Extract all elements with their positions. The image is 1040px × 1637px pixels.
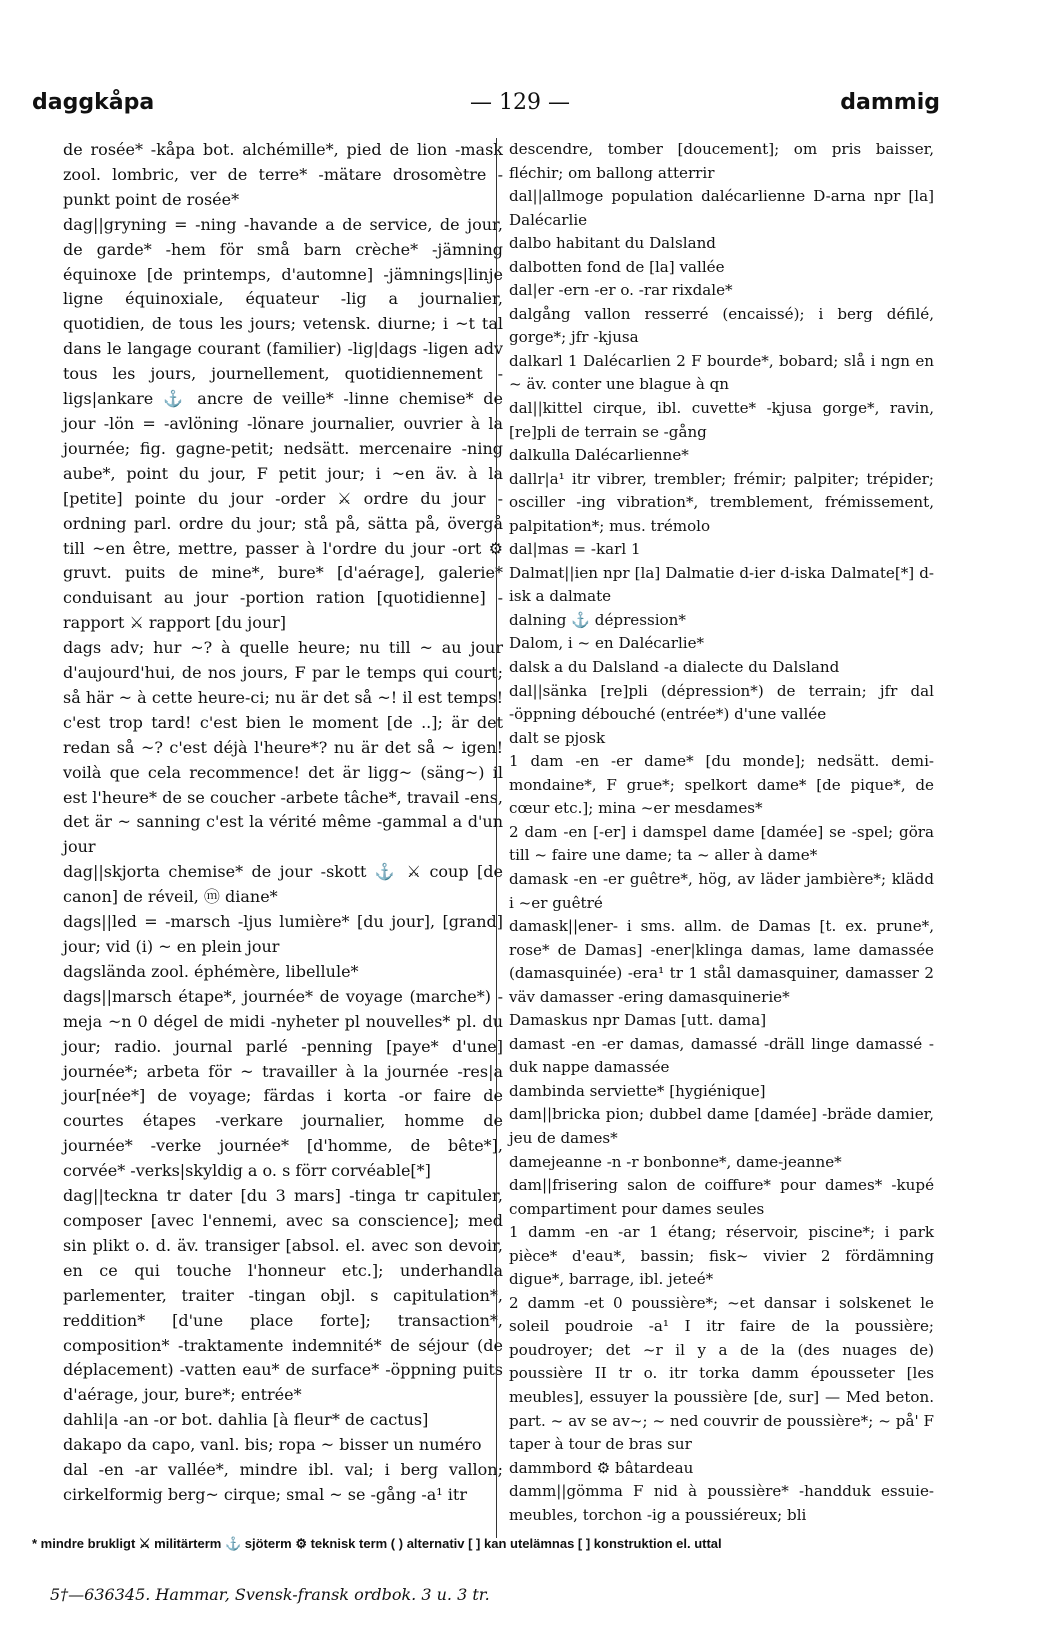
dictionary-entry: dag||teckna tr dater [du 3 mars] -tinga tr capituler, composer [avec l'ennemi, avec sa conscience]; med sin plikt o. d. äv. transiger [absol. el. avec son devoir, en ce qui touche l'honneur etc.]; underhandla parlementer, traiter -tingan objl. s capitulation*, reddition* [d'une place forte]; transaction*, composition* -traktamente indemnité* de séjour (de déplacement) -vatten eau* de surface* -öppning puits d'aérage, jour, bure*; entrée* (63, 1186, 503, 1405)
dictionary-entry: dallr|a¹ itr vibrer, trembler; frémir; palpiter; trépider; osciller -ing vibration*, tremblement, frémissement, palpitation*; mus. trémolo (509, 469, 934, 535)
dictionary-entry: Dalom, i ~ en Dalécarlie* (509, 634, 705, 653)
dictionary-entry: dags adv; hur ~? à quelle heure; nu till ~ au jour d'aujourd'hui, de nos jours, F par le temps qui court; så här ~ à cette heure-ci; nu är det så ~! il est temps! c'est trop tard! c'est bien le moment [de ..]; är det redan så ~? c'est déjà l'heure*? nu är det så ~ igen! voilà que cela recommence! det är ligg~ (säng~) il est l'heure* de se coucher -arbete tâche*, travail -ens, det är ~ sanning c'est la vérité même -gammal a d'un jour (63, 638, 503, 857)
dictionary-entry: dalkulla Dalécarlienne* (509, 446, 689, 465)
dictionary-entry: dagslända zool. éphémère, libellule* (63, 961, 359, 981)
dictionary-entry: dakapo da capo, vanl. bis; ropa ~ bisser un numéro (63, 1435, 482, 1455)
dictionary-entry: dags||marsch étape*, journée* de voyage (marche*) -meja ~n 0 dégel de midi -nyheter pl nouvelles* pl. du jour; radio. journal parlé -penning [paye* d'une] journée*; arbeta för ~ travailler à la journée -res|a jour[née*] de voyage; färdas i korta -or faire de courtes étapes -verkare journalier, homme de journée* -verke journée* [d'homme, de bête*], corvée* -verks|skyldig a o. s förr corvéable[*] (63, 986, 503, 1181)
column-divider (496, 138, 497, 1538)
dictionary-entry: damm||gömma F nid à poussière* -handduk essuie-meubles, torchon -ig a poussiéreux; bli (509, 1482, 934, 1524)
dictionary-entry: descendre, tomber [doucement]; om pris baisser, fléchir; om ballong atterrir (509, 140, 934, 182)
dictionary-entry: dal|mas = -karl 1 (509, 540, 641, 559)
dictionary-entry: dal||allmoge population dalécarlienne D-arna npr [la] Dalécarlie (509, 187, 934, 229)
dictionary-entry: dal||kittel cirque, ibl. cuvette* -kjusa gorge*, ravin, [re]pli de terrain se -gång (509, 399, 934, 441)
dictionary-entry: dalt se pjosk (509, 728, 606, 747)
dictionary-entry: 2 dam -en [-er] i damspel dame [damée] se -spel; göra till ~ faire une dame; ta ~ aller à dame* (509, 822, 934, 865)
left-column (63, 138, 503, 1508)
header-left-guideword: daggkåpa (32, 90, 155, 115)
dictionary-entry: Dalmat||ien npr [la] Dalmatie d-ier d-iska Dalmate[*] d-isk a dalmate (509, 563, 934, 606)
printer-footer: 5†—636345. Hammar, Svensk-fransk ordbok. 3 u. 3 tr. (50, 1585, 490, 1604)
dictionary-entry: dalning ⚓ dépression* (509, 610, 686, 629)
dictionary-entry: 1 dam -en -er dame* [du monde]; nedsätt. demi-mondaine*, F grue*; spelkort dame* [de pique*, de cœur etc.]; mina ~er mesdames* (509, 752, 934, 818)
dictionary-entry: dal||sänka [re]pli (dépression*) de terrain; jfr dal -öppning débouché (entrée*) d'une vallée (509, 681, 934, 724)
dictionary-entry: dalkarl 1 Dalécarlien 2 F bourde*, bobard; slå i ngn en ~ äv. conter une blague à qn (509, 351, 934, 394)
dictionary-entry: dammbord ⚙ bâtardeau (509, 1458, 694, 1477)
symbol-legend: * mindre brukligt ⚔ militärterm ⚓ sjöterm ⚙ teknisk term ( ) alternativ [ ] kan utelämnas [ ] konstruktion el. uttal (32, 1536, 722, 1551)
page-number: — 129 — (470, 90, 570, 115)
dictionary-entry: dahli|a -an -or bot. dahlia [à fleur* de cactus] (63, 1410, 429, 1430)
dictionary-entry: damask||ener- i sms. allm. de Damas [t. ex. prune*, rose* de Damas] -ener|klinga damas, lame damassée (damasquinée) -era¹ tr 1 stål damasquiner, damasser 2 väv damasser -ering damasquinerie* (509, 917, 934, 1006)
dictionary-entry: Damaskus npr Damas [utt. dama] (509, 1011, 767, 1030)
dictionary-entry: dambinda serviette* [hygiénique] (509, 1081, 766, 1100)
dictionary-entry: 1 damm -en -ar 1 étang; réservoir, piscine*; i park pièce* d'eau*, bassin; fisk~ vivier 2 fördämning digue*, barrage, ibl. jeteé* (509, 1223, 934, 1289)
dictionary-entry: damejeanne -n -r bonbonne*, dame-jeanne* (509, 1152, 842, 1171)
dictionary-entry: dam||frisering salon de coiffure* pour dames* -kupé compartiment pour dames seules (509, 1176, 934, 1218)
dictionary-entry: dalsk a du Dalsland -a dialecte du Dalsland (509, 658, 840, 677)
right-column (509, 138, 934, 1527)
dictionary-entry: dalbo habitant du Dalsland (509, 234, 716, 253)
dictionary-entry: damast -en -er damas, damassé -dräll linge damassé -duk nappe damassée (509, 1034, 934, 1077)
dictionary-entry: dalgång vallon resserré (encaissé); i berg défilé, gorge*; jfr -kjusa (509, 304, 934, 347)
dictionary-entry: dalbotten fond de [la] vallée (509, 257, 725, 276)
header-right-guideword: dammig (840, 90, 940, 115)
dictionary-entry: dag||skjorta chemise* de jour -skott ⚓ ⚔ coup [de canon] de réveil, ⓜ diane* (63, 862, 504, 907)
dictionary-entry: dam||bricka pion; dubbel dame [damée] -bräde damier, jeu de dames* (509, 1105, 934, 1147)
dictionary-entry: 2 damm -et 0 poussière*; ~et dansar i solskenet le soleil poudroie -a¹ I itr faire de la poussière; poudroyer; det ~r il y a de la (des nuages de) poussière II tr o. itr torka damm épousseter [les meubles], essuyer la poussière [de, sur] — Med beton. part. ~ av se av~; ~ ned couvrir de poussière*; ~ på' F taper à tour de bras sur (509, 1293, 934, 1454)
dictionary-entry: dag||gryning = -ning -havande a de service, de jour, de garde* -hem för små barn crèche* -jämning équinoxe [de printemps, d'automne] -jämnings|linje ligne équinoxiale, équateur -lig a journalier, quotidien, de tous les jours; vetensk. diurne; i ~t tal dans le langage courant (familier) -lig|dags -ligen adv tous les jours, journellement, quotidiennement -ligs|ankare ⚓ ancre de veille* -linne chemise* de jour -lön = -avlöning -lönare journalier, ouvrier à la journée; fig. gagne-petit; nedsätt. mercenaire -ning aube*, point du jour, F petit jour; i ~en äv. à la [petite] pointe du jour -order ⚔ ordre du jour -ordning parl. ordre du jour; stå på, sätta på, övergå till ~en être, mettre, passer à l'ordre du jour -ort ⚙ gruvt. puits de mine*, bure* [d'aérage], galerie* conduisant au jour -portion ration [quotidienne] -rapport ⚔ rapport [du jour] (63, 214, 503, 633)
dictionary-entry: dal|er -ern -er o. -rar rixdale* (509, 281, 733, 300)
dictionary-entry: de rosée* -kåpa bot. alchémille*, pied de lion -mask zool. lombric, ver de terre* -mätare drosomètre -punkt point de rosée* (63, 140, 503, 209)
dictionary-entry: dal -en -ar vallée*, mindre ibl. val; i berg vallon; cirkelformig berg~ cirque; smal ~ se -gång -a¹ itr (63, 1460, 503, 1504)
dictionary-entry: damask -en -er guêtre*, hög, av läder jambière*; klädd i ~er guêtré (509, 869, 934, 912)
dictionary-entry: dags||led = -marsch -ljus lumière* [du jour], [grand] jour; vid (i) ~ en plein jour (63, 912, 503, 956)
